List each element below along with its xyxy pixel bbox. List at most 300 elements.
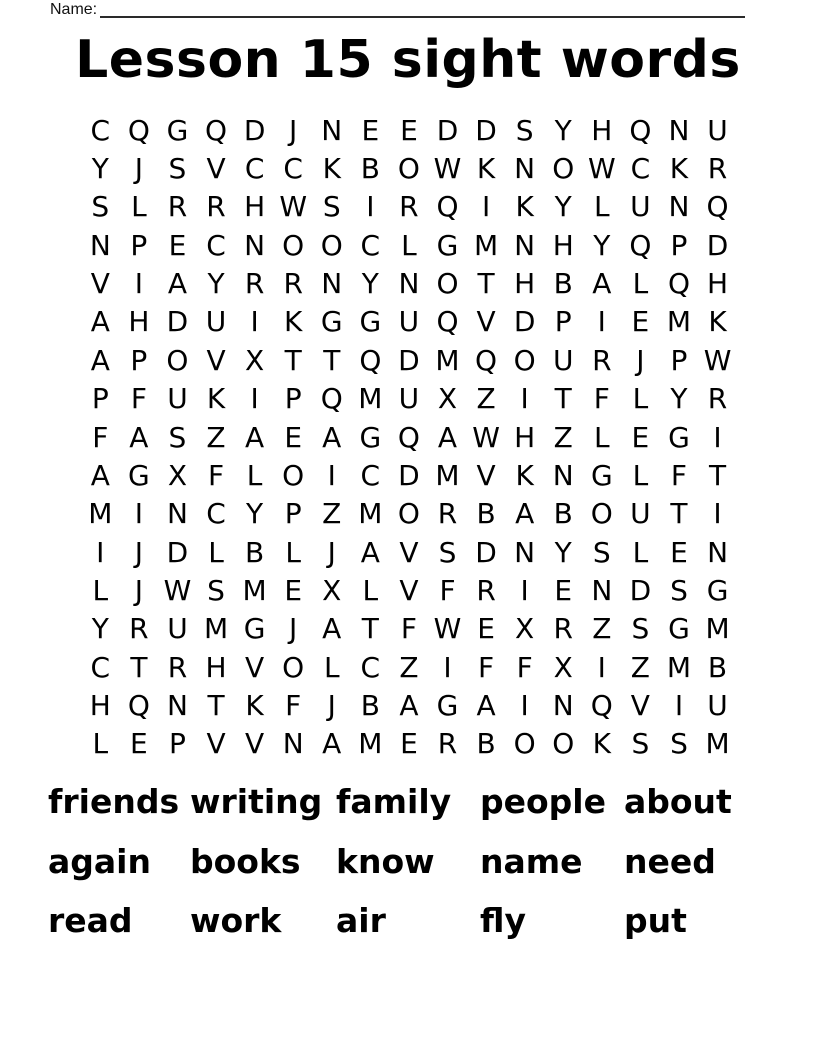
grid-letter: O [282, 650, 305, 684]
grid-letter: Z [476, 382, 496, 416]
grid-letter: S [592, 535, 611, 569]
grid-letter: C [360, 650, 381, 684]
grid-letter: W [433, 152, 462, 186]
grid-letter: N [514, 535, 536, 569]
grid-letter: M [203, 612, 229, 646]
grid-letter: F [670, 458, 688, 492]
grid-letter: G [668, 420, 690, 454]
grid-letter: Q [706, 190, 729, 224]
grid-letter: Y [91, 152, 109, 186]
grid-letter: I [520, 573, 529, 607]
grid-letter: A [437, 420, 458, 454]
grid-letter: Y [207, 267, 225, 301]
word-bank-item: about [624, 782, 732, 822]
grid-row [81, 610, 737, 648]
grid-letter: R [437, 497, 458, 531]
grid-letter: S [515, 113, 534, 147]
grid-letter: H [128, 305, 150, 339]
grid-letter: L [632, 535, 649, 569]
grid-letter: I [134, 497, 143, 531]
grid-letter: K [669, 152, 689, 186]
grid-letter: D [436, 113, 459, 147]
grid-letter: Q [359, 343, 382, 377]
grid-letter: L [92, 727, 109, 761]
grid-letter: H [514, 267, 536, 301]
grid-letter: I [134, 267, 143, 301]
grid-letter: K [515, 190, 534, 224]
grid-letter: C [206, 228, 226, 262]
grid-letter: C [206, 497, 226, 531]
grid-letter: E [477, 612, 495, 646]
grid-letter: G [128, 458, 150, 492]
grid-letter: P [169, 727, 186, 761]
grid-letter: I [520, 689, 529, 723]
grid-letter: O [397, 152, 420, 186]
word-bank-item: need [624, 841, 716, 881]
grid-letter: Y [593, 228, 611, 262]
grid-letter: Q [629, 228, 652, 262]
grid-row [81, 111, 737, 149]
grid-letter: B [476, 727, 496, 761]
grid-letter: J [636, 343, 645, 377]
grid-letter: N [244, 228, 266, 262]
grid-letter: R [167, 650, 188, 684]
grid-letter: N [514, 152, 536, 186]
grid-row [81, 341, 737, 379]
grid-letter: W [587, 152, 616, 186]
grid-letter: T [670, 497, 688, 531]
grid-letter: M [358, 382, 383, 416]
grid-letter: T [130, 650, 148, 684]
grid-letter: E [400, 113, 418, 147]
grid-letter: A [129, 420, 149, 454]
grid-letter: O [552, 152, 575, 186]
grid-letter: M [358, 497, 383, 531]
grid-letter: T [323, 343, 341, 377]
grid-letter: U [205, 305, 227, 339]
grid-letter: E [631, 420, 650, 454]
grid-letter: D [166, 305, 189, 339]
grid-letter: H [205, 650, 227, 684]
grid-letter: V [476, 458, 496, 492]
grid-letter: C [360, 228, 381, 262]
grid-letter: I [597, 305, 606, 339]
word-bank-item: friends [48, 782, 180, 822]
grid-letter: Q [127, 689, 150, 723]
grid-letter: M [666, 650, 692, 684]
grid-letter: A [476, 689, 496, 723]
grid-letter: U [707, 113, 728, 147]
grid-letter: D [513, 305, 536, 339]
grid-letter: X [322, 573, 342, 607]
grid-letter: G [706, 573, 729, 607]
grid-letter: Q [397, 420, 420, 454]
grid-letter: U [167, 612, 188, 646]
grid-letter: O [436, 267, 459, 301]
grid-letter: K [322, 152, 341, 186]
grid-letter: A [167, 267, 188, 301]
grid-letter: K [708, 305, 727, 339]
grid-letter: G [359, 420, 382, 454]
page-title: Lesson 15 sight words [75, 30, 741, 90]
grid-letter: O [282, 458, 305, 492]
grid-letter: L [632, 267, 649, 301]
grid-letter: O [590, 497, 613, 531]
grid-letter: L [594, 190, 610, 224]
name-label: Name: [50, 1, 98, 18]
grid-letter: C [630, 152, 651, 186]
grid-letter: R [707, 152, 728, 186]
grid-letter: H [552, 228, 574, 262]
grid-letter: H [89, 689, 111, 723]
grid-letter: Y [554, 190, 572, 224]
grid-letter: F [439, 573, 456, 607]
grid-letter: B [360, 689, 380, 723]
grid-letter: B [553, 267, 573, 301]
grid-letter: A [360, 535, 380, 569]
grid-letter: Y [670, 382, 688, 416]
grid-letter: I [713, 497, 722, 531]
grid-letter: V [245, 650, 265, 684]
grid-letter: C [90, 650, 111, 684]
grid-letter: G [243, 612, 266, 646]
grid-letter: M [705, 727, 730, 761]
grid-letter: A [322, 727, 342, 761]
grid-letter: N [591, 573, 613, 607]
grid-letter: R [283, 267, 303, 301]
grid-letter: J [134, 573, 143, 607]
grid-letter: J [289, 113, 298, 147]
grid-letter: F [400, 612, 417, 646]
grid-letter: L [131, 190, 147, 224]
grid-letter: M [473, 228, 499, 262]
grid-row [81, 495, 737, 533]
word-bank-item: fly [480, 901, 526, 941]
grid-letter: N [321, 113, 343, 147]
grid-letter: B [707, 650, 728, 684]
grid-letter: E [554, 573, 573, 607]
word-bank-item: writing [190, 782, 323, 822]
grid-letter: Z [630, 650, 650, 684]
grid-letter: N [166, 689, 188, 723]
grid-letter: S [168, 420, 187, 454]
grid-letter: Y [246, 497, 264, 531]
grid-letter: B [244, 535, 265, 569]
grid-letter: Q [475, 343, 498, 377]
grid-letter: M [358, 727, 383, 761]
grid-letter: L [92, 573, 109, 607]
word-bank-item: put [624, 901, 687, 941]
grid-letter: S [670, 573, 688, 607]
grid-letter: G [436, 228, 459, 262]
grid-row [81, 686, 737, 724]
grid-letter: Z [206, 420, 226, 454]
grid-row [81, 418, 737, 456]
grid-letter: G [320, 305, 343, 339]
grid-letter: R [476, 573, 496, 607]
grid-letter: X [553, 650, 573, 684]
grid-letter: Q [590, 689, 613, 723]
grid-letter: I [520, 382, 529, 416]
grid-letter: L [401, 228, 417, 262]
grid-letter: R [167, 190, 188, 224]
grid-letter: M [666, 305, 692, 339]
grid-letter: C [244, 152, 265, 186]
grid-letter: Z [322, 497, 342, 531]
grid-letter: E [631, 305, 650, 339]
grid-letter: I [250, 305, 259, 339]
grid-letter: M [435, 343, 460, 377]
word-bank-item: family [336, 782, 452, 822]
grid-letter: G [590, 458, 613, 492]
word-bank-item: air [336, 901, 386, 941]
grid-letter: N [398, 267, 420, 301]
grid-letter: F [516, 650, 533, 684]
grid-row [81, 149, 737, 187]
grid-letter: W [472, 420, 500, 454]
grid-letter: K [206, 382, 226, 416]
grid-letter: Q [667, 267, 690, 301]
grid-letter: U [167, 382, 188, 416]
grid-letter: V [476, 305, 496, 339]
grid-letter: F [593, 382, 610, 416]
grid-letter: A [90, 305, 110, 339]
grid-row [81, 188, 737, 226]
grid-row [81, 533, 737, 571]
grid-letter: L [632, 458, 649, 492]
grid-letter: H [707, 267, 729, 301]
grid-letter: D [475, 535, 497, 569]
grid-letter: I [366, 190, 375, 224]
grid-letter: A [90, 343, 110, 377]
grid-letter: A [90, 458, 110, 492]
grid-letter: I [250, 382, 259, 416]
grid-letter: S [631, 727, 650, 761]
grid-letter: O [513, 727, 536, 761]
grid-letter: D [243, 113, 266, 147]
grid-letter: A [399, 689, 419, 723]
grid-letter: M [242, 573, 267, 607]
grid-letter: Q [629, 113, 652, 147]
grid-letter: D [475, 113, 497, 147]
grid-letter: T [708, 458, 727, 492]
grid-letter: V [90, 267, 110, 301]
grid-letter: E [400, 727, 418, 761]
grid-row [81, 456, 737, 494]
grid-letter: P [130, 343, 148, 377]
grid-letter: R [553, 612, 573, 646]
grid-letter: W [433, 612, 462, 646]
grid-letter: V [630, 689, 650, 723]
grid-letter: F [130, 382, 147, 416]
grid-letter: R [206, 190, 226, 224]
grid-letter: J [289, 612, 298, 646]
grid-letter: S [168, 152, 187, 186]
word-bank-item: people [480, 782, 606, 822]
grid-letter: J [327, 535, 336, 569]
grid-letter: Z [592, 612, 612, 646]
grid-letter: W [279, 190, 308, 224]
grid-row [81, 648, 737, 686]
grid-letter: E [284, 420, 303, 454]
letter-grid [81, 111, 737, 763]
grid-letter: N [552, 458, 574, 492]
grid-letter: Z [553, 420, 573, 454]
grid-letter: D [706, 228, 729, 262]
grid-letter: E [670, 535, 688, 569]
grid-letter: U [398, 305, 420, 339]
word-bank-item: read [48, 901, 133, 941]
grid-letter: L [246, 458, 263, 492]
grid-letter: L [323, 650, 340, 684]
grid-letter: B [360, 152, 380, 186]
grid-letter: K [515, 458, 534, 492]
grid-letter: H [514, 420, 536, 454]
grid-letter: A [322, 612, 342, 646]
grid-letter: N [668, 113, 690, 147]
grid-letter: O [166, 343, 189, 377]
name-blank-line [100, 0, 745, 18]
grid-letter: L [362, 573, 379, 607]
grid-letter: N [668, 190, 690, 224]
word-bank-item: again [48, 841, 151, 881]
grid-letter: N [89, 228, 111, 262]
grid-letter: B [553, 497, 573, 531]
grid-letter: M [705, 612, 730, 646]
grid-row [81, 571, 737, 609]
grid-letter: J [134, 535, 143, 569]
grid-letter: K [245, 689, 264, 723]
grid-letter: D [398, 343, 420, 377]
grid-letter: L [285, 535, 301, 569]
grid-letter: X [437, 382, 458, 416]
word-bank-item: know [336, 841, 435, 881]
word-bank-item: name [480, 841, 583, 881]
grid-letter: Y [91, 612, 109, 646]
grid-letter: U [707, 689, 728, 723]
grid-letter: I [327, 458, 336, 492]
grid-letter: Q [436, 190, 459, 224]
grid-letter: S [631, 612, 650, 646]
grid-letter: R [592, 343, 612, 377]
grid-letter: N [514, 228, 536, 262]
grid-letter: R [129, 612, 149, 646]
grid-letter: R [437, 727, 458, 761]
grid-letter: O [552, 727, 575, 761]
grid-letter: D [398, 458, 420, 492]
grid-letter: O [513, 343, 536, 377]
grid-letter: A [322, 420, 342, 454]
grid-letter: A [245, 420, 265, 454]
grid-row [81, 380, 737, 418]
grid-letter: I [713, 420, 722, 454]
grid-letter: E [284, 573, 303, 607]
grid-letter: J [134, 152, 143, 186]
grid-letter: X [245, 343, 265, 377]
grid-letter: P [284, 497, 302, 531]
grid-letter: A [515, 497, 535, 531]
grid-letter: Q [436, 305, 459, 339]
grid-letter: C [283, 152, 303, 186]
grid-letter: T [361, 612, 379, 646]
grid-letter: G [668, 612, 690, 646]
grid-letter: K [283, 305, 303, 339]
grid-letter: I [443, 650, 452, 684]
grid-letter: U [398, 382, 420, 416]
word-bank-item: books [190, 841, 301, 881]
grid-letter: U [552, 343, 574, 377]
grid-letter: C [360, 458, 381, 492]
grid-letter: H [244, 190, 266, 224]
grid-letter: U [630, 190, 651, 224]
grid-row [81, 226, 737, 264]
grid-letter: M [88, 497, 113, 531]
grid-letter: C [90, 113, 111, 147]
grid-letter: F [207, 458, 225, 492]
grid-letter: P [91, 382, 109, 416]
grid-letter: U [630, 497, 651, 531]
grid-letter: S [91, 190, 110, 224]
grid-letter: T [554, 382, 572, 416]
grid-letter: G [166, 113, 189, 147]
grid-letter: D [166, 535, 189, 569]
grid-letter: V [399, 573, 419, 607]
grid-row [81, 264, 737, 302]
grid-letter: L [632, 382, 649, 416]
grid-letter: P [554, 305, 572, 339]
grid-letter: V [206, 727, 226, 761]
grid-letter: Q [320, 382, 343, 416]
grid-letter: G [436, 689, 459, 723]
grid-letter: J [327, 689, 336, 723]
grid-row [81, 725, 737, 763]
grid-letter: Y [554, 535, 572, 569]
grid-letter: W [703, 343, 732, 377]
grid-row [81, 303, 737, 341]
grid-letter: R [244, 267, 265, 301]
grid-letter: F [92, 420, 109, 454]
grid-letter: N [282, 727, 304, 761]
grid-letter: X [515, 612, 535, 646]
grid-letter: S [670, 727, 688, 761]
grid-letter: O [397, 497, 420, 531]
grid-letter: Y [554, 113, 572, 147]
grid-letter: L [594, 420, 610, 454]
grid-letter: T [284, 343, 302, 377]
grid-letter: D [629, 573, 652, 607]
grid-letter: P [284, 382, 302, 416]
grid-letter: S [438, 535, 457, 569]
grid-letter: Q [205, 113, 228, 147]
grid-letter: P [130, 228, 148, 262]
grid-letter: I [481, 190, 491, 224]
grid-letter: V [206, 152, 226, 186]
grid-letter: S [207, 573, 225, 607]
grid-letter: S [322, 190, 341, 224]
grid-letter: E [361, 113, 380, 147]
word-list [48, 772, 774, 951]
grid-letter: O [282, 228, 305, 262]
grid-letter: K [476, 152, 496, 186]
grid-letter: I [96, 535, 105, 569]
grid-letter: A [592, 267, 612, 301]
grid-letter: W [163, 573, 192, 607]
grid-letter: G [359, 305, 382, 339]
grid-letter: I [597, 650, 606, 684]
word-bank-item: work [190, 901, 282, 941]
grid-letter: R [399, 190, 419, 224]
grid-letter: L [208, 535, 224, 569]
